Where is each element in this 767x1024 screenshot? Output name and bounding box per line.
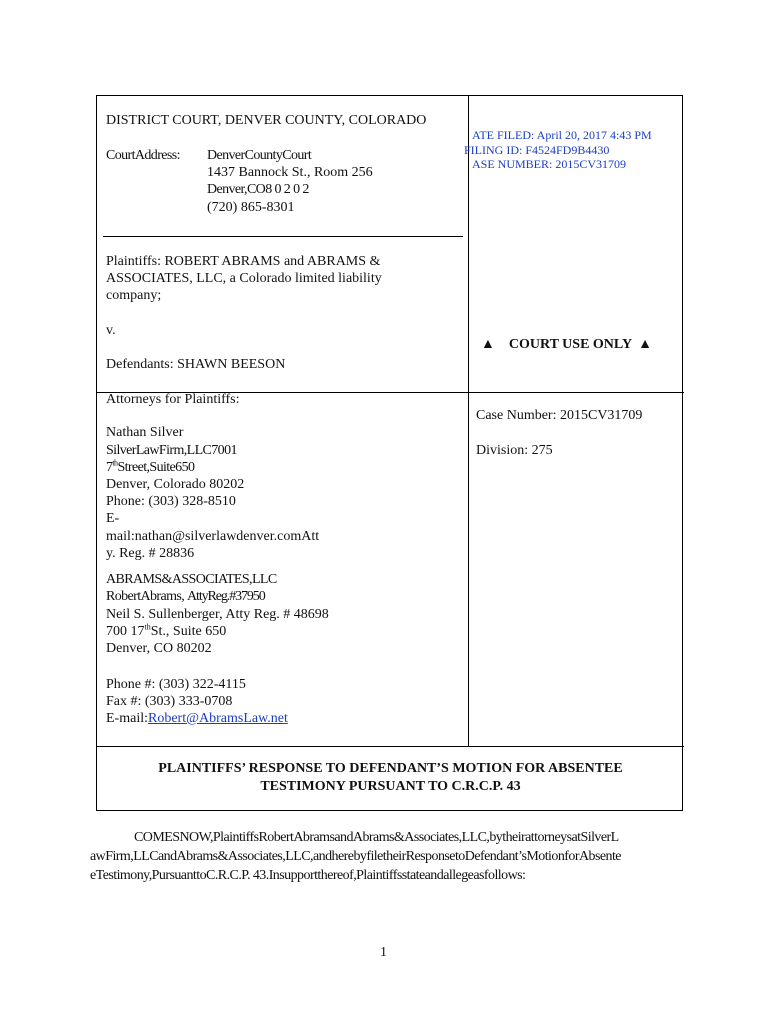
division: Division: 275 — [476, 443, 553, 458]
body-line-1: COMESNOW,PlaintiffsRobertAbramsandAbrams&Associates,LLC,bytheirattorneysatSilverL — [134, 830, 619, 845]
court-address-line-4: (720) 865-8301 — [207, 200, 295, 215]
page-number: 1 — [380, 945, 387, 960]
attorneys-title-divider — [97, 746, 684, 747]
attorney-1-email: mail:nathan@silverlawdenver.comAtt — [106, 529, 320, 544]
attorney-2-city: Denver, CO 80202 — [106, 641, 212, 656]
attorney-2-firm: ABRAMS&ASSOCIATES,LLC — [106, 572, 277, 587]
body-line-2: awFirm,LLCandAbrams&Associates,LLC,andherebyfiletheirResponsetoDefendant’sMotionforAbsente — [90, 849, 621, 864]
court-use-only — [481, 336, 652, 354]
document-title-line-2: TESTIMONY PURSUANT TO C.R.C.P. 43 — [260, 779, 521, 794]
attorneys-header: Attorneys for Plaintiffs: — [106, 392, 240, 407]
court-address-line-3: Denver,CO8 0 2 0 2 — [207, 182, 309, 197]
court-address-line-1: DenverCountyCourt — [207, 148, 312, 163]
plaintiffs-line-2: ASSOCIATES, LLC, a Colorado limited liability — [106, 271, 382, 286]
stamp-case-number: ASE NUMBER: 2015CV31709 — [472, 157, 627, 171]
case-number: Case Number: 2015CV31709 — [476, 408, 643, 423]
attorney-1-firm: SilverLawFirm,LLC7001 — [106, 443, 237, 458]
versus: v. — [106, 323, 116, 338]
attorney-2-fax: Fax #: (303) 333-0708 — [106, 694, 233, 709]
attorney-1-city: Denver, Colorado 80202 — [106, 477, 245, 492]
court-parties-divider — [103, 236, 463, 237]
attorney-2-neil: Neil S. Sullenberger, Atty Reg. # 48698 — [106, 607, 329, 622]
attorney-2-robert: RobertAbrams, AttyReg.#37950 — [106, 589, 265, 604]
court-name: DISTRICT COURT, DENVER COUNTY, COLORADO — [106, 113, 427, 128]
attorney-2-street: 700 17thSt., Suite 650 — [106, 622, 227, 639]
stamp-date-filed: ATE FILED: April 20, 2017 4:43 PM — [472, 128, 652, 142]
court-address-line-2: 1437 Bannock St., Room 256 — [207, 165, 373, 180]
attorney-1-email-prefix: E- — [106, 511, 120, 526]
plaintiffs-line-1: Plaintiffs: ROBERT ABRAMS and ABRAMS & — [106, 254, 381, 269]
plaintiffs-line-3: company; — [106, 288, 162, 303]
attorney-2-email-row — [106, 710, 288, 728]
defendants: Defendants: SHAWN BEESON — [106, 357, 286, 372]
caption-divider-vertical — [468, 96, 469, 746]
court-address-label: CourtAddress: — [106, 148, 180, 163]
triangle-up-icon: ▲ — [481, 337, 495, 352]
attorney-1-reg: y. Reg. # 28836 — [106, 546, 195, 561]
document-title-line-1: PLAINTIFFS’ RESPONSE TO DEFENDANT’S MOTION FOR ABSENTEE — [158, 761, 623, 776]
attorney-1-street: 7thStreet,Suite650 — [106, 458, 195, 475]
attorney-1-name: Nathan Silver — [106, 425, 184, 440]
court-use-only-label: COURT USE ONLY — [508, 337, 633, 352]
attorney-2-email-label: E-mail: — [106, 711, 148, 726]
triangle-up-icon: ▲ — [638, 337, 652, 352]
attorney-2-email-link[interactable]: Robert@AbramsLaw.net — [148, 711, 288, 726]
attorney-1-phone: Phone: (303) 328-8510 — [106, 494, 236, 509]
stamp-filing-id: FILING ID: F4524FD9B4430 — [464, 143, 610, 157]
body-line-3: eTestimony,PursuanttoC.R.C.P. 43.Insupportthereof,Plaintiffsstateandallegeasfollows: — [90, 868, 526, 883]
caption-table — [96, 95, 683, 811]
attorney-2-phone: Phone #: (303) 322-4115 — [106, 677, 246, 692]
